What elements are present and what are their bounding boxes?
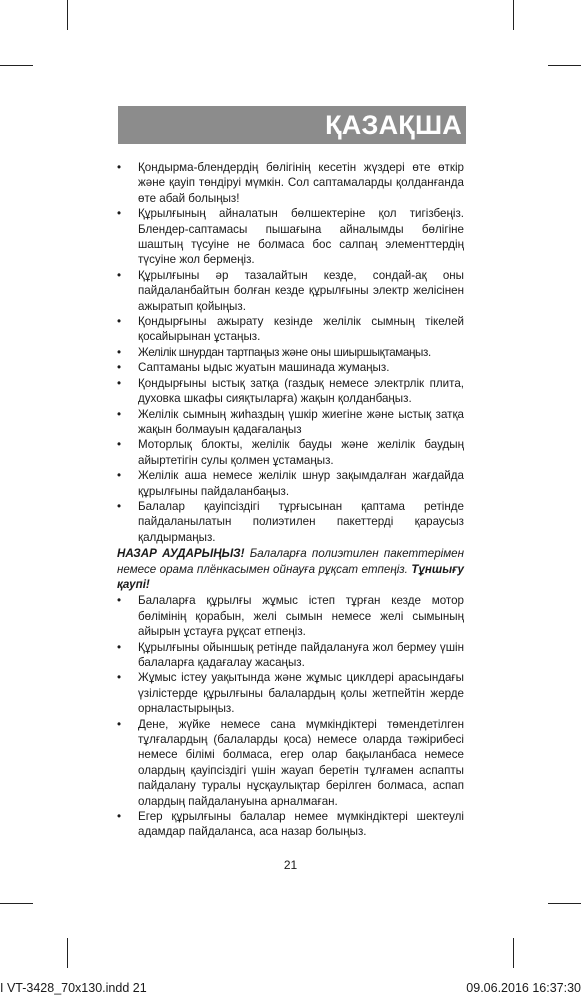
bullet-icon: •: [117, 207, 122, 221]
list-item: • Жұмыс істеу уақытында және жұмыс циклдері арасындағы үзілістерде құрылғыны балалардың қолы жетпейтін жерде орналастырыңыз.: [117, 671, 464, 716]
list-item: • Желілік аша немесе желілік шнур зақымдалған жағдайда құрылғыны пайдаланбаңыз.: [117, 469, 464, 498]
list-item: • Желілік сымның жиһаздың үшкір жиегіне және ыстық затқа жақын болмауын қадағалаңыз: [117, 407, 464, 436]
bullet-icon: •: [117, 345, 122, 359]
bullet-list-general: [117, 160, 464, 545]
warning-text: Балаларға полиэтилен пакеттерімен немесе орама плёнкасымен ойнауға рұқсат етпеңіз.: [117, 547, 465, 576]
bullet-list-children: [117, 593, 464, 840]
crop-mark-right-bottom: [548, 903, 581, 904]
list-item: • Құрылғыны әр тазалайтын кезде, сондай-ақ оны пайдаланбайтын болған кезде құрылғыны электр желісінен ажыратып қойыңыз.: [117, 268, 464, 313]
list-item: • Балаларға құрылғы жұмыс істеп тұрған кезде мотор бөлімінің қорабын, желі сымын немесе желі сымының айырын ұстауға рұқсат етпеңіз.: [117, 594, 464, 639]
print-slug-file: I VT-3428_70x130.indd 21: [0, 981, 147, 995]
warning-emphasis: Тұншығу қаупі!: [117, 562, 464, 591]
bullet-icon: •: [117, 640, 122, 654]
bullet-icon: •: [117, 469, 122, 483]
list-item: • Балалар қауіпсіздігі тұрғысынан қаптама ретінде пайдаланылатын полиэтилен пакеттерді қараусыз қалдырмаңыз.: [117, 499, 464, 544]
safety-instructions: [117, 160, 464, 840]
list-item: • Қондырғыны ыстық затқа (газдық немесе электрлік плита, духовка шкафы сияқтыларға) жақын қолданбаңыз.: [117, 376, 464, 406]
list-item: • Құрылғының айналатын бөлшектеріне қол тигізбеңіз. Блендер-саптамасы пышағына айналымды бөлігіне шаштың түсуіне не болмаса бос салпаң элементтердің түсуіне жол бермеңіз.: [117, 207, 464, 267]
warning-paragraph: [117, 546, 464, 592]
list-item: • Желілік шнурдан тартпаңыз және оны шиыршықтамаңыз.: [117, 345, 431, 359]
list-item: • Дене, жүйке немесе сана мүмкіндіктері төмендетілген тұлғалардың (балаларды қоса) немесе оларда тәжірибесі немесе білімі болмаса, егер олар бақыланбаса немесе олардың қауіпсіздігі үшін жауап беретін тұлғамен аспапты пайдалану туралы нұсқаулықтар берілген болмаса, аспап олардың пайдалануына арналмаған.: [117, 717, 464, 808]
crop-mark-left-top: [0, 65, 33, 66]
bullet-icon: •: [117, 671, 122, 685]
bullet-icon: •: [117, 810, 122, 824]
warning-label: НАЗАР АУДАРЫҢЫЗ!: [117, 547, 245, 561]
crop-mark-bottom-left: [67, 938, 68, 968]
bullet-icon: •: [117, 594, 122, 608]
crop-mark-top-left: [67, 0, 68, 30]
bullet-icon: •: [117, 361, 122, 375]
section-header: [118, 106, 466, 144]
bullet-icon: •: [117, 438, 122, 452]
bullet-icon: •: [117, 315, 122, 329]
print-slug-datetime: 09.06.2016 16:37:30: [466, 981, 581, 995]
bullet-icon: •: [117, 376, 122, 390]
crop-mark-top-right: [513, 0, 514, 30]
crop-mark-bottom-right: [513, 938, 514, 968]
crop-mark-left-bottom: [0, 903, 33, 904]
bullet-icon: •: [117, 407, 122, 421]
list-item: • Қондырғыны ажырату кезінде желілік сымның тікелей қосайырынан ұстаңыз.: [117, 315, 464, 344]
bullet-icon: •: [117, 499, 122, 513]
list-item: • Моторлық блокты, желілік бауды және желілік баудың айыртетігін сулы қолмен ұстамаңыз.: [117, 438, 464, 467]
page-number: 21: [283, 858, 298, 872]
list-item: • Қондырма-блендердің бөлігінің кесетін жүздері өте өткір және қауіп төндіруі мүмкін. Сол саптамаларды қолданғанда өте абай болыңыз!: [117, 161, 464, 205]
list-item: • Егер құрылғыны балалар немее мүмкіндіктері шектеулі адамдар пайдаланса, аса назар болыңыз.: [117, 810, 464, 839]
bullet-icon: •: [117, 161, 122, 174]
language-title: ҚАЗАҚША: [325, 109, 462, 140]
crop-mark-right-top: [548, 65, 581, 66]
bullet-icon: •: [117, 717, 122, 731]
list-item: • Құрылғыны ойыншық ретінде пайдалануға жол бермеу үшін балаларға қадағалау жасаңыз.: [117, 640, 464, 669]
list-item: • Саптаманы ыдыс жуатын машинада жумаңыз.: [117, 361, 390, 375]
bullet-icon: •: [117, 268, 122, 282]
